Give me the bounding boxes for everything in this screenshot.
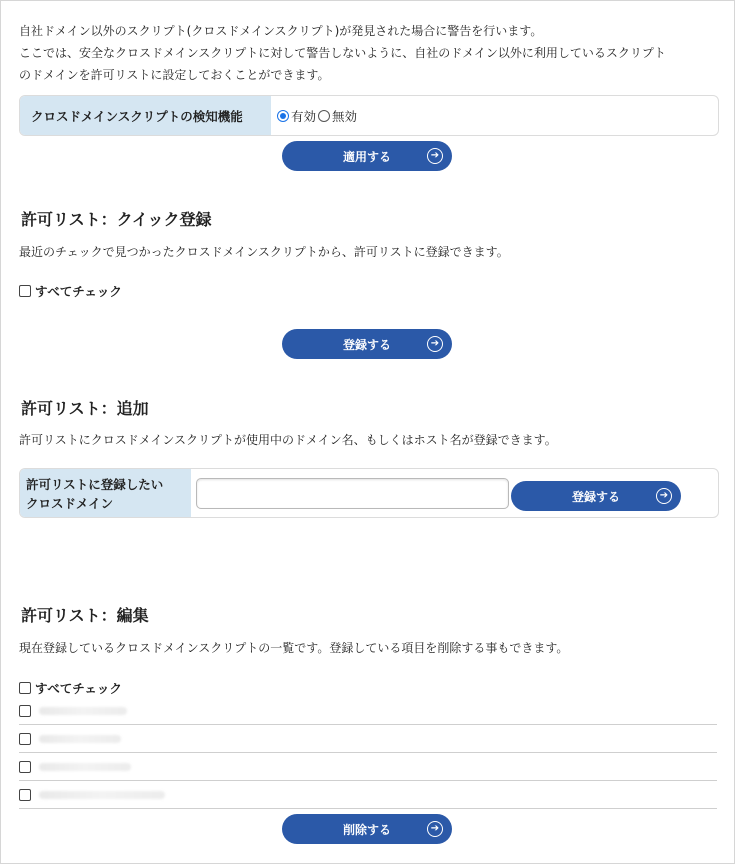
intro-text bbox=[19, 20, 719, 86]
quick-register-button-label: 登録する bbox=[342, 337, 391, 352]
quick-register-title: 許可リスト：クイック登録 bbox=[21, 210, 212, 229]
add-register-button-label: 登録する bbox=[571, 489, 620, 504]
delete-button-label: 削除する bbox=[342, 822, 391, 837]
intro-line-1: 自社ドメイン以外のスクリプト(クロスドメインスクリプト)が発見された場合に警告を行います。 bbox=[19, 24, 543, 38]
arrow-circle-right-icon: ➔ bbox=[427, 336, 443, 352]
arrow-circle-right-icon: ➔ bbox=[427, 148, 443, 164]
delete-button[interactable] bbox=[282, 814, 452, 844]
radio-disabled-label: 無効 bbox=[332, 108, 358, 124]
edit-check-all[interactable] bbox=[19, 679, 122, 697]
list-item bbox=[19, 697, 717, 725]
quick-check-all-checkbox[interactable] bbox=[19, 285, 31, 297]
list-item bbox=[19, 725, 717, 753]
detection-radio-group bbox=[271, 96, 359, 135]
redacted-domain bbox=[39, 735, 121, 743]
redacted-domain bbox=[39, 763, 131, 771]
redacted-domain bbox=[39, 791, 165, 799]
radio-enabled-label: 有効 bbox=[291, 108, 317, 124]
add-domain-label-line-1: 許可リストに登録したい bbox=[26, 477, 164, 492]
list-item bbox=[19, 781, 717, 809]
apply-button[interactable] bbox=[282, 141, 452, 171]
radio-enabled-circle[interactable] bbox=[277, 110, 289, 122]
list-item-checkbox[interactable] bbox=[19, 789, 31, 801]
arrow-circle-right-icon: ➔ bbox=[656, 488, 672, 504]
list-item-checkbox[interactable] bbox=[19, 705, 31, 717]
add-title: 許可リスト：追加 bbox=[21, 399, 149, 418]
quick-register-description: 最近のチェックで見つかったクロスドメインスクリプトから、許可リストに登録できます。 bbox=[19, 245, 509, 259]
detection-setting-row bbox=[19, 95, 719, 136]
intro-line-3: のドメインを許可リストに設定しておくことができます。 bbox=[19, 68, 330, 82]
list-item-checkbox[interactable] bbox=[19, 733, 31, 745]
edit-title: 許可リスト：編集 bbox=[21, 606, 149, 625]
list-item-checkbox[interactable] bbox=[19, 761, 31, 773]
radio-disabled[interactable] bbox=[318, 107, 357, 125]
quick-check-all[interactable] bbox=[19, 282, 122, 300]
arrow-circle-right-icon: ➔ bbox=[427, 821, 443, 837]
radio-enabled[interactable] bbox=[277, 107, 316, 125]
add-domain-label-line-2: クロスドメイン bbox=[26, 496, 114, 511]
list-item bbox=[19, 753, 717, 781]
edit-description: 現在登録しているクロスドメインスクリプトの一覧です。登録している項目を削除する事もできます。 bbox=[19, 641, 569, 655]
edit-check-all-checkbox[interactable] bbox=[19, 682, 31, 694]
quick-check-all-label: すべてチェック bbox=[35, 284, 122, 299]
edit-check-all-label: すべてチェック bbox=[35, 681, 122, 696]
redacted-domain bbox=[39, 707, 127, 715]
apply-button-label: 適用する bbox=[342, 149, 391, 164]
radio-disabled-circle[interactable] bbox=[318, 110, 330, 122]
add-description: 許可リストにクロスドメインスクリプトが使用中のドメイン名、もしくはホスト名が登録できます。 bbox=[19, 433, 557, 447]
intro-line-2: ここでは、安全なクロスドメインスクリプトに対して警告しないように、自社のドメイン以外に利用しているスクリプト bbox=[19, 46, 666, 60]
detection-setting-label: クロスドメインスクリプトの検知機能 bbox=[20, 96, 271, 135]
quick-register-button[interactable] bbox=[282, 329, 452, 359]
add-domain-input[interactable] bbox=[196, 478, 509, 509]
add-register-button[interactable] bbox=[511, 481, 681, 511]
add-domain-label bbox=[20, 469, 191, 517]
